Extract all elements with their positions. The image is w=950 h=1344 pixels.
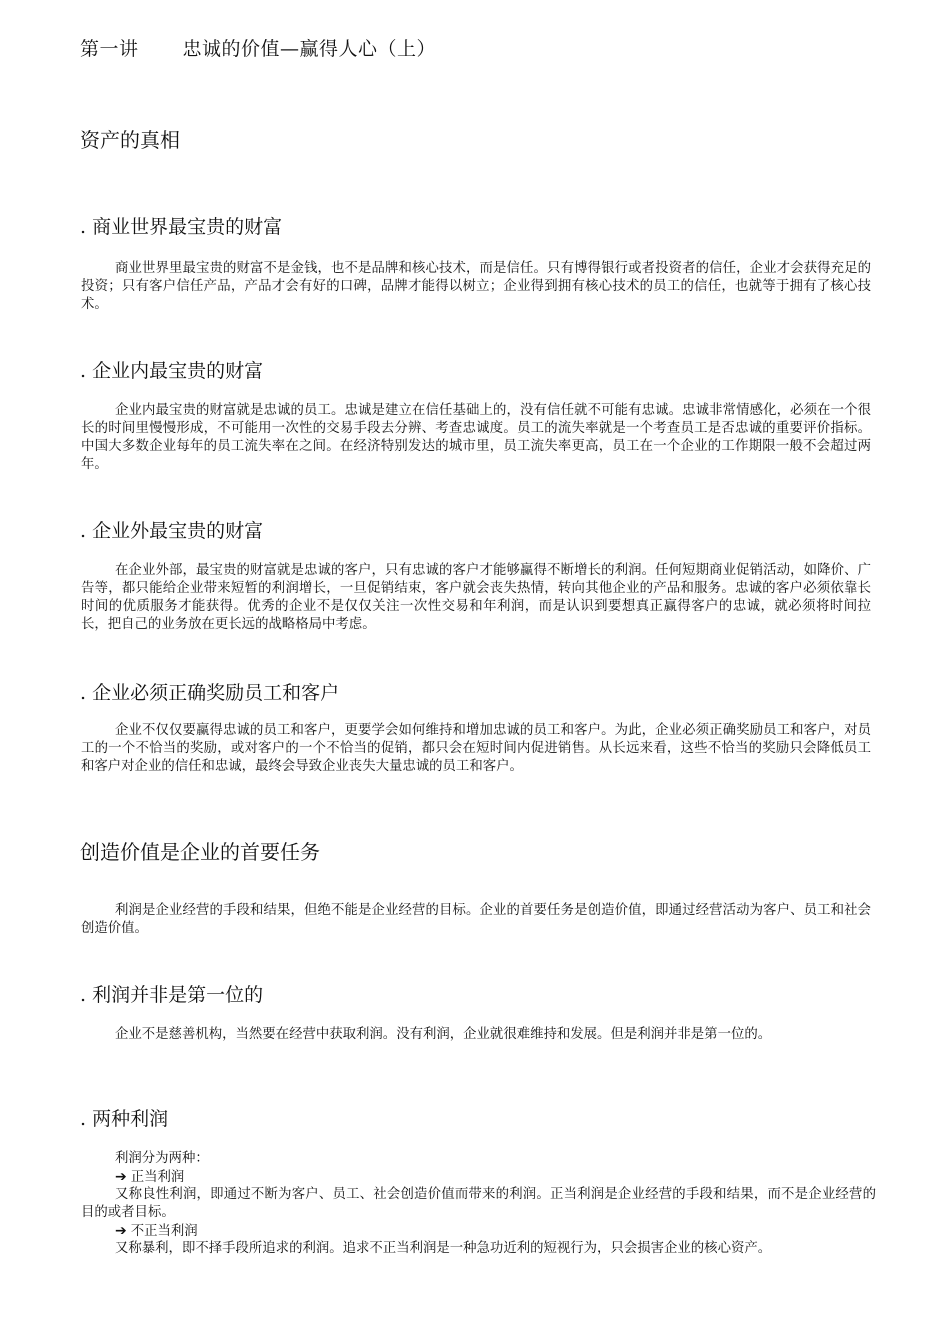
paragraph-illegit-profit: 又称暴利，即不择手段所追求的利润。追求不正当利润是一种急功近利的短视行为，只会损害企业的核心资产。 [115, 1241, 772, 1256]
list-item-illegit-profit [115, 1222, 198, 1241]
lecture-name: 忠诚的价值—赢得人心（上） [182, 38, 437, 60]
paragraph-internal-wealth: 企业内最宝贵的财富就是忠诚的员工。忠诚是建立在信任基础上的，没有信任就不可能有忠诚。忠诚非常情感化，必须在一个很长的时间里慢慢形成，不可能用一次性的交易手段去分辨、考查忠诚度。员工的流失率就是一个考查员工是否忠诚的重要评价指标。中国大多数企业每年的员工流失率在之间。在经济特别发达的城市里，员工流失率更高，员工在一个企业的工作期限一般不会超过两年。 [81, 403, 871, 472]
subheading-external-wealth: . 企业外最宝贵的财富 [80, 520, 264, 542]
paragraph-external-wealth: 在企业外部，最宝贵的财富就是忠诚的客户，只有忠诚的客户才能够赢得不断增长的利润。任何短期商业促销活动，如降价、广告等，都只能给企业带来短暂的利润增长，一旦促销结束，客户就会丧失热情，转向其他企业的产品和服务。忠诚的客户必须依靠长时间的优质服务才能获得。优秀的企业不是仅仅关注一次性交易和年利润，而是认识到要想真正赢得客户的忠诚，就必须将时间拉长，把自己的业务放在更长远的战略格局中考虑。 [81, 563, 871, 632]
subheading-internal-wealth: . 企业内最宝贵的财富 [80, 360, 264, 382]
list-item-label: 不正当利润 [130, 1224, 198, 1239]
paragraph-create-value: 利润是企业经营的手段和结果，但绝不能是企业经营的目标。企业的首要任务是创造价值，即通过经营活动为客户、员工和社会创造价值。 [81, 903, 871, 936]
subheading-rewards: . 企业必须正确奖励员工和客户 [80, 682, 340, 704]
subheading-profit-not-first: . 利润并非是第一位的 [80, 984, 264, 1006]
paragraph-profit-not-first: 企业不是慈善机构，当然要在经营中获取利润。没有利润，企业就很难维持和发展。但是利润并非是第一位的。 [115, 1027, 772, 1042]
subheading-two-profits: . 两种利润 [80, 1108, 169, 1130]
paragraph-legit-profit: 又称良性利润，即通过不断为客户、员工、社会创造价值而带来的利润。正当利润是企业经营的手段和结果，而不是企业经营的目的或者目标。 [81, 1187, 876, 1220]
arrow-right-icon: ➔ [115, 1169, 127, 1185]
list-item-legit-profit [115, 1168, 184, 1187]
two-profits-intro: 利润分为两种： [115, 1151, 209, 1166]
arrow-right-icon: ➔ [115, 1223, 127, 1239]
paragraph-business-wealth: 商业世界里最宝贵的财富不是金钱，也不是品牌和核心技术，而是信任。只有博得银行或者投资者的信任，企业才会获得充足的投资；只有客户信任产品，产品才会有好的口碑，品牌才能得以树立；企业得到拥有核心技术的员工的信任，也就等于拥有了核心技术。 [81, 261, 871, 312]
list-item-label: 正当利润 [130, 1170, 185, 1185]
paragraph-rewards: 企业不仅仅要赢得忠诚的员工和客户，更要学会如何维持和增加忠诚的员工和客户。为此，企业必须正确奖励员工和客户，对员工的一个不恰当的奖励，或对客户的一个不恰当的促销，都只会在短时间内促进销售。从长远来看，这些不恰当的奖励只会降低员工和客户对企业的信任和忠诚，最终会导致企业丧失大量忠诚的员工和客户。 [81, 723, 871, 774]
section-heading-create-value: 创造价值是企业的首要任务 [80, 840, 320, 864]
section-heading-assets: 资产的真相 [80, 128, 180, 152]
subheading-business-wealth: . 商业世界最宝贵的财富 [80, 216, 283, 238]
lecture-title [80, 34, 436, 61]
lecture-number: 第一讲 [80, 38, 139, 60]
